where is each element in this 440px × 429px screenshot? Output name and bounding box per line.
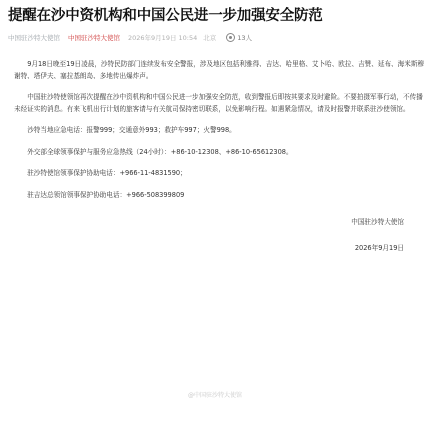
author-name[interactable]: 中国驻沙特大使馆 [8,33,60,42]
paragraph-reminder: 中国驻沙特使领馆再次提醒在沙中资机构和中国公民进一步加强安全防范，收到警报后即按其要求及时避险。不要拍摄军事行动，不传播未经证实的消息。有来飞机出行计划的旅客请与有关航司保持密切联系，以免影响行程。如遇紧急情况，请及时报警并联系驻沙使领馆。 [14,93,423,113]
signature-date: 2026年9月19日 [354,244,404,252]
paragraph-hotline: 外交部全球领事保护与服务应急热线（24小时）：+86-10-12308、+86-10-65612308。 [27,147,293,156]
read-count [226,33,252,42]
article-meta [8,29,432,45]
eye-icon [226,33,235,42]
paragraph-local-emergency: 沙特当地应急电话：报警999；交通意外993；救护车997；火警998。 [27,126,236,134]
publish-time: 2026年9月19日 10:54 [128,33,198,42]
signature-org: 中国驻沙特大使馆 [351,218,404,226]
paragraph-consulate-phone: 驻吉达总领馆领事保护协助电话：+966-508399809 [27,190,185,199]
page-title: 提醒在沙中资机构和中国公民进一步加强安全防范 [8,8,323,24]
paragraph-embassy-phone: 驻沙特使馆领事保护协助电话：+966-11-4831590； [27,169,187,177]
publish-location: 北京 [203,33,217,42]
article-body [8,59,432,254]
source-badge[interactable]: 中国驻沙特大使馆 [68,33,120,42]
paragraph-alerts: 9月18日晚至19日凌晨，沙特民防部门连续发布安全警报，涉及地区包括利雅得、吉达、哈里格、艾卜哈、欧拉、吉赞、延布、海米斯穆谢特、塔伊夫、塞拉基朗岛、多地传出爆炸声。 [14,60,425,80]
watermark: @中国驻沙特大使馆 [188,392,243,399]
read-count-value: 13人 [237,33,253,42]
